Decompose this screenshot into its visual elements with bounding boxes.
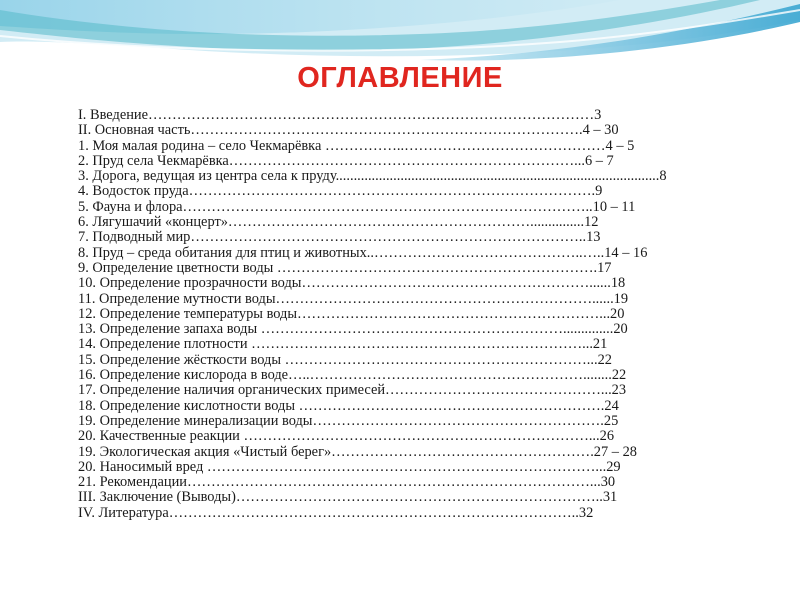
toc-entry: IV. Литература…………………………………………………………………………..32 [78,504,594,521]
toc-entry: 7. Подводный мир………………………………………………………………………..13 [78,229,601,246]
toc-entry: 20. Качественные реакции ………………………………………………………………...26 [78,428,615,445]
toc-entry: 8. Пруд – среда обитания для птиц и животных..……………………………………..…..14 – 16 [78,244,648,261]
page-title: ОГЛАВЛЕНИЕ [297,62,503,94]
toc-entry: III. Заключение (Выводы)…………………………………………………………………..31 [78,489,618,506]
wave-header-decoration [0,0,800,70]
toc-entry: 6. Лягушачий «концерт»………………………………………………………...............12 [78,214,599,231]
toc-entry: 10. Определение прозрачности воды……………………………………………………......18 [78,275,626,292]
toc-entry: 17. Определение наличия органических примесей………………………………………...23 [78,382,627,399]
toc-entry: 9. Определение цветности воды ………………………………………………………….17 [78,259,612,276]
toc-entry: 5. Фауна и флора…………………………………………………………………………..10 – 11 [78,198,636,215]
toc-entry: 1. Моя малая родина – село Чекмарёвка ……………..……………………………………4 – 5 [78,137,635,154]
toc-entry: 20. Наносимый вред ………………………………………………………………………...29 [78,458,621,475]
toc-entry: 12. Определение температуры воды………………………………………………………...20 [78,305,625,322]
toc-entry: 2. Пруд села Чекмарёвка………………………………………………………………...6 – 7 [78,152,614,169]
toc-entry: 16. Определение кислорода в воде…..…………………………………………………........22 [78,367,627,384]
toc-entry: 18. Определение кислотности воды ……………………………………………………….24 [78,397,619,414]
toc-entry: 19. Экологическая акция «Чистый берег»……………………………………………….27 – 28 [78,443,637,460]
table-of-contents [78,108,667,521]
toc-entry: 11. Определение мутности воды…………………………………………………………......19 [78,290,629,307]
toc-entry: II. Основная часть……………………………………………………………………….4 – 30 [78,122,619,139]
toc-entry: 15. Определение жёсткости воды ………………………………………………………...22 [78,351,612,368]
toc-entry: 4. Водосток пруда………………………………………………………………………….9 [78,183,603,200]
toc-entry: 14. Определение плотности ……………………………………………………………...21 [78,336,608,353]
toc-entry: 19. Определение минерализации воды…………………………………………………….25 [78,412,619,429]
toc-entry: 21. Рекомендации…………………………………………………………………………...30 [78,474,616,491]
toc-entry: 13. Определение запаха воды ………………………………………………………..............20 [78,321,628,338]
toc-entry: 3. Дорога, ведущая из центра села к пруду..........................................................................................8 [78,168,667,185]
toc-entry: I. Введение…………………………………………………………………………………3 [78,107,602,123]
